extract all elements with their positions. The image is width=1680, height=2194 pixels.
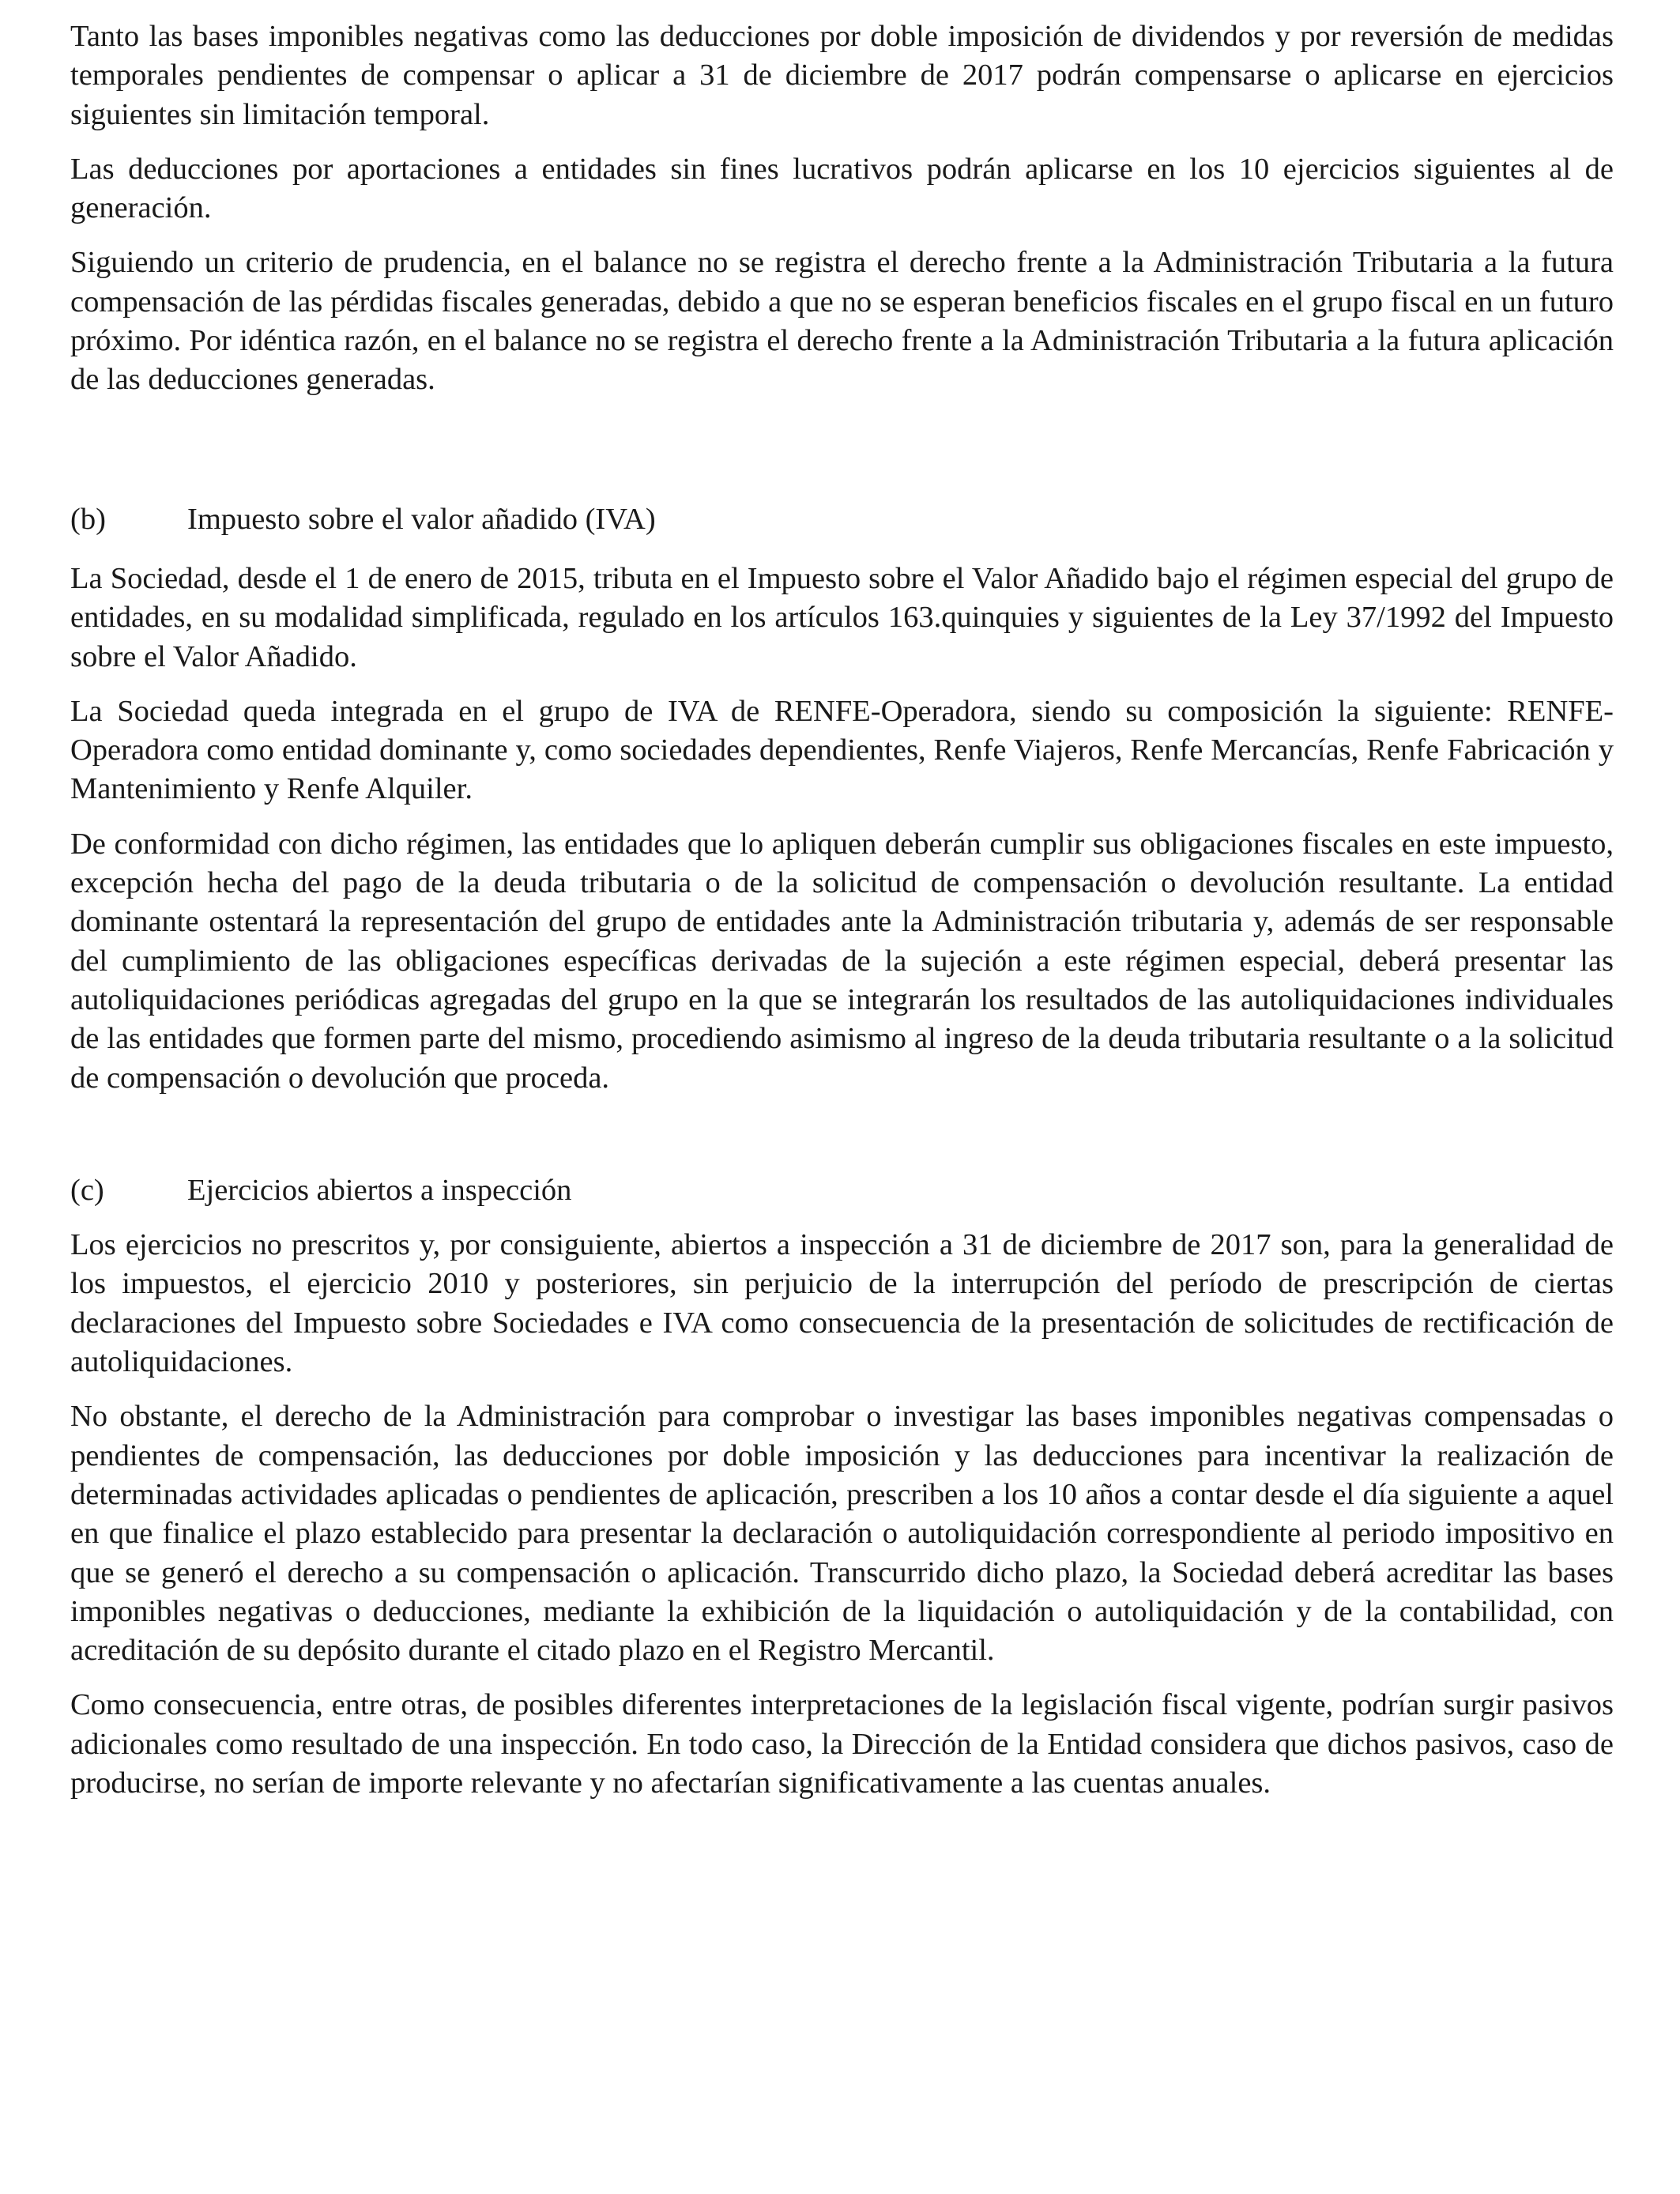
section-b-number: (b) [70,502,106,536]
section-c-paragraph-1: Los ejercicios no prescritos y, por consiguiente, abiertos a inspección a 31 de diciembre de 2017 son, para la generalidad de los impuestos, el ejercicio 2010 y posteriores, sin perjuicio de la interrupción del período de prescripción de ciertas declaraciones del Impuesto sobre Sociedades e IVA como consecuencia de la presentación de solicitudes de rectificación de autoliquidaciones. [70,1228,1614,1379]
section-b-paragraph-3: De conformidad con dicho régimen, las entidades que lo apliquen deberán cumplir sus obligaciones fiscales en este impuesto, excepción hecha del pago de la deuda tributaria o de la solicitud de compensación o devolución resultante. La entidad dominante ostentará la representación del grupo de entidades ante la Administración tributaria y, además de ser responsable del cumplimiento de las obligaciones específicas derivadas de la sujeción a este régimen especial, deberá presentar las autoliquidaciones periódicas agregadas del grupo en la que se integrarán los resultados de las autoliquidaciones individuales de las entidades que formen parte del mismo, procediendo asimismo al ingreso de la deuda tributaria resultante o a la solicitud de compensación o devolución que proceda. [70,827,1614,1095]
intro-paragraph-2: Las deducciones por aportaciones a entidades sin fines lucrativos podrán aplicarse en los 10 ejercicios siguientes al de generación. [70,152,1614,225]
spacer [70,1098,1614,1171]
section-c-paragraph-3: Como consecuencia, entre otras, de posibles diferentes interpretaciones de la legislación fiscal vigente, podrían surgir pasivos adicionales como resultado de una inspección. En todo caso, la Dirección de la Entidad considera que dichos pasivos, caso de producirse, no serían de importe relevante y no afectarían significativamente a las cuentas anuales. [70,1688,1614,1800]
section-c-title: Ejercicios abiertos a inspección [187,1173,572,1207]
intro-paragraph-1: Tanto las bases imponibles negativas como las deducciones por doble imposición de dividendos y por reversión de medidas temporales pendientes de compensar o aplicar a 31 de diciembre de 2017 podrán compensarse o aplicarse en ejercicios siguientes sin limitación temporal. [70,20,1614,131]
spacer [70,539,1614,560]
document-page [70,17,1614,1803]
section-b-heading [70,500,1614,539]
section-b-paragraph-2: La Sociedad queda integrada en el grupo de IVA de RENFE-Operadora, siendo su composición la siguiente: RENFE-Operadora como entidad dominante y, como sociedades dependientes, Renfe Viajeros, Renfe Mercancías, Renfe Fabricación y Mantenimiento y Renfe Alquiler. [70,694,1614,806]
section-c-heading [70,1171,1614,1210]
section-b-title: Impuesto sobre el valor añadido (IVA) [187,502,656,536]
spacer [70,400,1614,500]
section-b-paragraph-1: La Sociedad, desde el 1 de enero de 2015, tributa en el Impuesto sobre el Valor Añadido bajo el régimen especial del grupo de entidades, en su modalidad simplificada, regulado en los artículos 163.quinquies y siguientes de la Ley 37/1992 del Impuesto sobre el Valor Añadido. [70,561,1614,673]
spacer [70,134,1614,150]
section-c-number: (c) [70,1173,104,1207]
spacer [70,1670,1614,1686]
spacer [70,1382,1614,1397]
spacer [70,1210,1614,1226]
spacer [70,809,1614,825]
spacer [70,677,1614,692]
intro-paragraph-3: Siguiendo un criterio de prudencia, en el balance no se registra el derecho frente a la Administración Tributaria a la futura compensación de las pérdidas fiscales generadas, debido a que no se esperan beneficios fiscales en el grupo fiscal en un futuro próximo. Por idéntica razón, en el balance no se registra el derecho frente a la Administración Tributaria a la futura aplicación de las deducciones generadas. [70,246,1614,397]
section-c-paragraph-2: No obstante, el derecho de la Administración para comprobar o investigar las bases imponibles negativas compensadas o pendientes de compensación, las deducciones por doble imposición y las deducciones para incentivar la realización de determinadas actividades aplicadas o pendientes de aplicación, prescriben a los 10 años a contar desde el día siguiente a aquel en que finalice el plazo establecido para presentar la declaración o autoliquidación correspondiente al periodo impositivo en que se generó el derecho a su compensación o aplicación. Transcurrido dicho plazo, la Sociedad deberá acreditar las bases imponibles negativas o deducciones, mediante la exhibición de la liquidación o autoliquidación y de la contabilidad, con acreditación de su depósito durante el citado plazo en el Registro Mercantil. [70,1400,1614,1668]
spacer [70,228,1614,243]
